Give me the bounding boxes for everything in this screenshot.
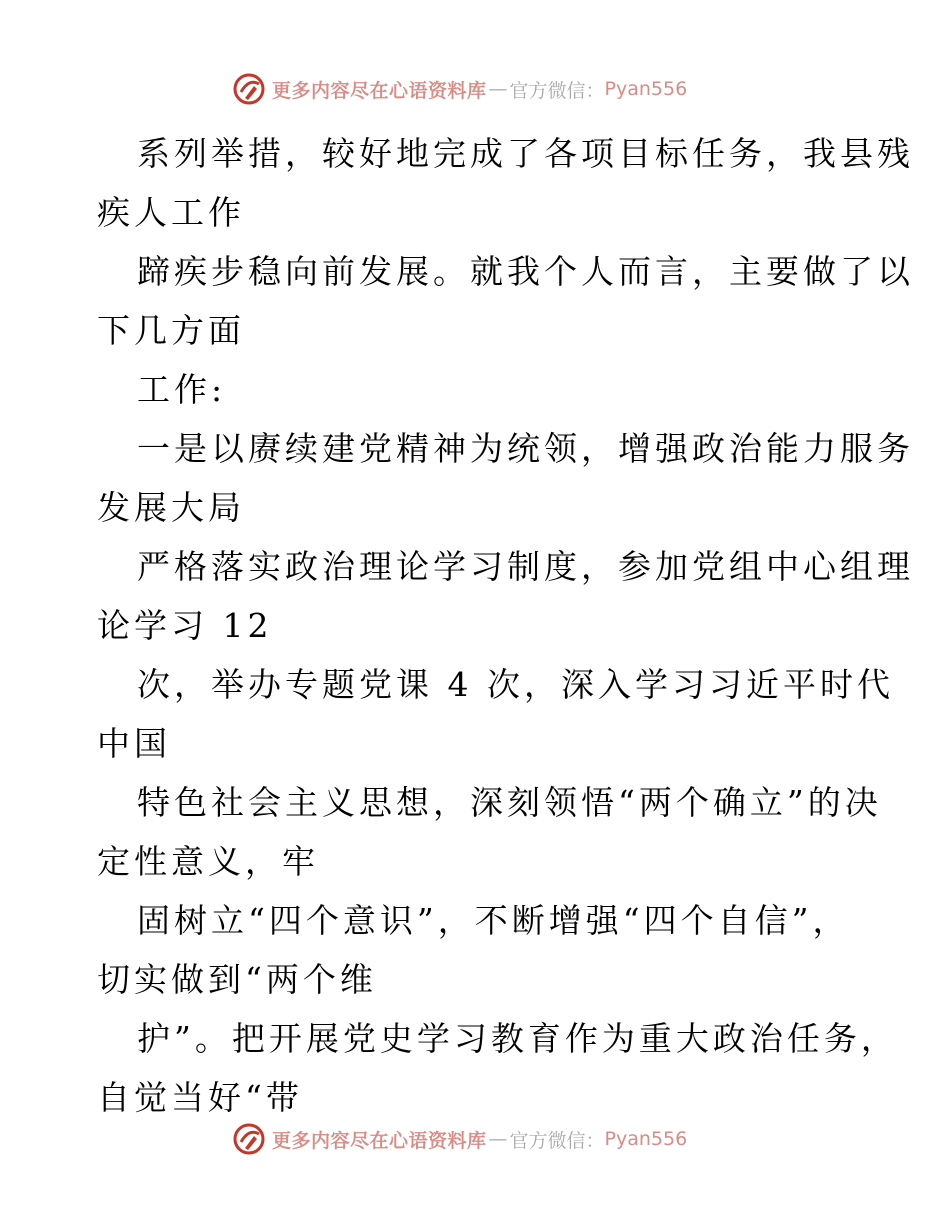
text-line: 切实做到“两个维	[97, 960, 377, 999]
watermark-text: 更多内容尽在心语资料库	[272, 79, 487, 102]
brand-logo-icon	[232, 72, 266, 106]
text-line: 中国	[97, 724, 171, 763]
watermark-text: 更多内容尽在心语资料库	[272, 1129, 487, 1152]
watermark-wechat-id: Pyan556	[604, 78, 688, 100]
text-line: 发展大局	[97, 488, 245, 527]
text-line: 定性意义，牢	[97, 842, 319, 881]
header-watermark	[232, 72, 687, 106]
text-line: 工作:	[137, 370, 227, 409]
text-line: 严格落实政治理论学习制度，参加党组中心组理	[137, 547, 914, 586]
text-line: 次，举办专题党课 4 次，深入学习习近平时代	[137, 665, 894, 704]
watermark-separator: —	[488, 78, 508, 100]
watermark-official-label: 官方微信：	[509, 1129, 605, 1152]
document-body	[97, 124, 914, 1127]
text-line: 自觉当好“带	[97, 1078, 303, 1117]
watermark-wechat-id: Pyan556	[604, 1128, 688, 1150]
text-line: 下几方面	[97, 311, 245, 350]
text-line: 蹄疾步稳向前发展。就我个人而言，主要做了以	[137, 252, 914, 291]
text-line: 护”。把开展党史学习教育作为重大政治任务，	[137, 1019, 898, 1058]
text-line: 论学习 12	[97, 606, 273, 645]
text-line: 特色社会主义思想，深刻领悟“两个确立”的决	[137, 783, 882, 822]
text-line: 固树立“四个意识”，不断增强“四个自信”，	[137, 901, 850, 940]
footer-watermark	[232, 1122, 687, 1156]
text-line: 疾人工作	[97, 193, 245, 232]
watermark-separator: —	[488, 1128, 508, 1150]
watermark-official-label: 官方微信：	[509, 79, 605, 102]
text-line: 一是以赓续建党精神为统领，增强政治能力服务	[137, 429, 914, 468]
text-line: 系列举措，较好地完成了各项目标任务，我县残	[137, 134, 914, 173]
brand-logo-icon	[232, 1122, 266, 1156]
